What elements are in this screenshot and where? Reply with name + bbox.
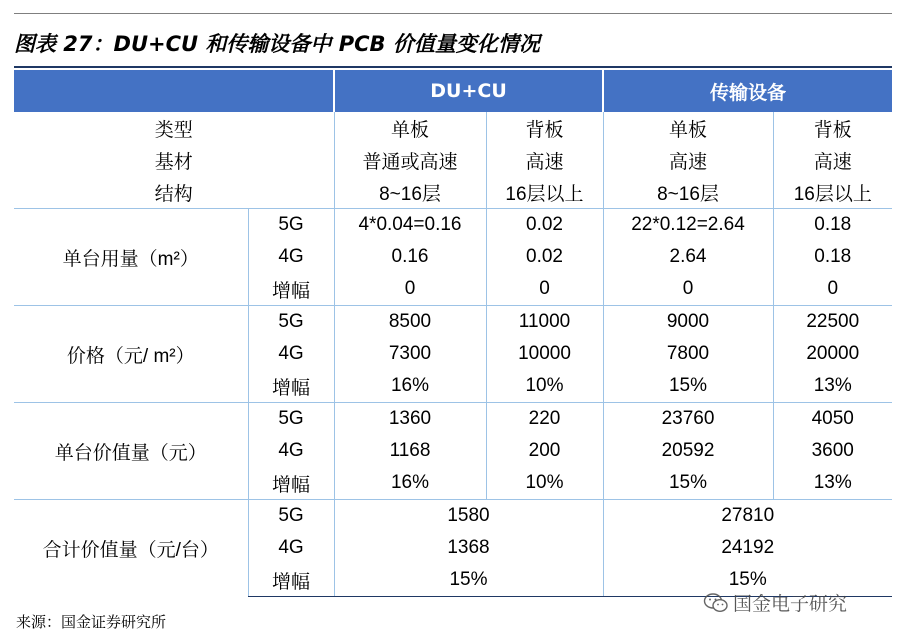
cell: 背板 (773, 112, 892, 144)
info-row-type (14, 112, 892, 144)
cell: 4*0.04=0.16 (334, 209, 486, 242)
cell: 16% (334, 370, 486, 403)
sub-label: 5G (248, 209, 334, 242)
cell: 单板 (603, 112, 773, 144)
cell: 1368 (334, 532, 603, 564)
sub-label: 4G (248, 241, 334, 273)
header-row (14, 70, 892, 112)
cell: 7300 (334, 338, 486, 370)
group-label-unit-value: 单台价值量（元） (14, 403, 248, 500)
cell: 20000 (773, 338, 892, 370)
wechat-icon (703, 592, 729, 614)
cell: 220 (486, 403, 603, 436)
row-label: 结构 (154, 183, 193, 205)
cell: 11000 (486, 306, 603, 339)
cell: 15% (603, 467, 773, 500)
cell: 23760 (603, 403, 773, 436)
cell: 0.16 (334, 241, 486, 273)
table-row (14, 500, 892, 533)
cell: 0.18 (773, 209, 892, 242)
cell: 24192 (603, 532, 892, 564)
sub-label: 5G (248, 403, 334, 436)
cell: 3600 (773, 435, 892, 467)
cell: 高速 (773, 144, 892, 176)
top-rule (14, 13, 892, 14)
cell: 22*0.12=2.64 (603, 209, 773, 242)
header-blank (14, 70, 334, 112)
sub-label: 4G (248, 532, 334, 564)
sub-label: 5G (248, 500, 334, 533)
header-transmission: 传输设备 (603, 70, 892, 112)
cell: 背板 (486, 112, 603, 144)
figure-title: 图表 27：DU+CU 和传输设备中 PCB 价值量变化情况 (14, 32, 540, 56)
cell: 16层以上 (486, 176, 603, 209)
cell: 15% (603, 564, 892, 597)
cell: 15% (334, 564, 603, 597)
row-label: 类型 (154, 119, 193, 141)
cell: 0 (486, 273, 603, 306)
cell: 4050 (773, 403, 892, 436)
cell: 10% (486, 370, 603, 403)
cell: 2.64 (603, 241, 773, 273)
table-row (14, 209, 892, 242)
watermark-text: 国金电子研究 (733, 593, 848, 615)
cell: 0.02 (486, 209, 603, 242)
cell: 0.02 (486, 241, 603, 273)
table-row (14, 306, 892, 339)
sub-label: 4G (248, 435, 334, 467)
cell: 高速 (603, 144, 773, 176)
sub-label: 增幅 (248, 370, 334, 403)
sub-label: 4G (248, 338, 334, 370)
cell: 16层以上 (773, 176, 892, 209)
info-row-structure (14, 176, 892, 209)
cell: 0.18 (773, 241, 892, 273)
sub-label: 5G (248, 306, 334, 339)
row-label: 基材 (154, 151, 193, 173)
cell: 0 (334, 273, 486, 306)
table-row (14, 403, 892, 436)
cell: 8~16层 (334, 176, 486, 209)
title-rule (14, 66, 892, 68)
cell: 16% (334, 467, 486, 500)
cell: 15% (603, 370, 773, 403)
group-label-usage: 单台用量（m²） (14, 209, 248, 306)
cell: 高速 (486, 144, 603, 176)
cell: 22500 (773, 306, 892, 339)
cell: 9000 (603, 306, 773, 339)
cell: 13% (773, 467, 892, 500)
sub-label: 增幅 (248, 564, 334, 597)
cell: 单板 (334, 112, 486, 144)
sub-label: 增幅 (248, 467, 334, 500)
cell: 10% (486, 467, 603, 500)
cell: 8~16层 (603, 176, 773, 209)
cell: 0 (773, 273, 892, 306)
cell: 7800 (603, 338, 773, 370)
cell: 10000 (486, 338, 603, 370)
cell: 13% (773, 370, 892, 403)
source-note: 来源：国金证券研究所 (16, 613, 167, 631)
group-label-price: 价格（元/ m²） (14, 306, 248, 403)
pcb-value-table (14, 70, 892, 597)
watermark (703, 589, 847, 616)
cell: 27810 (603, 500, 892, 533)
cell: 1168 (334, 435, 486, 467)
cell: 1580 (334, 500, 603, 533)
cell: 20592 (603, 435, 773, 467)
sub-label: 增幅 (248, 273, 334, 306)
header-du-cu: DU+CU (334, 70, 603, 112)
cell: 1360 (334, 403, 486, 436)
cell: 普通或高速 (334, 144, 486, 176)
cell: 0 (603, 273, 773, 306)
info-row-substrate (14, 144, 892, 176)
cell: 200 (486, 435, 603, 467)
group-label-total-value: 合计价值量（元/台） (14, 500, 248, 597)
cell: 8500 (334, 306, 486, 339)
